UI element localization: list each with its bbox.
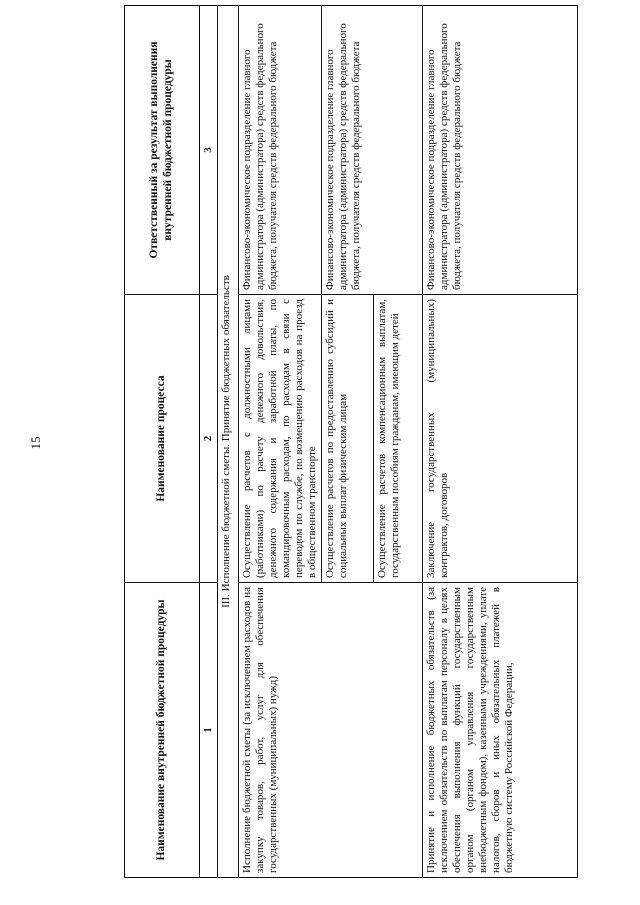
responsible-unit: Финансово-экономическое подразделение главного администратора (администратора) средств федерального бюджета, получателя средств федерального бюджета xyxy=(422,6,577,295)
rotated-page-content xyxy=(124,6,629,878)
procedure-name: Принятие и исполнение бюджетных обязательств (за исключением обязательств по выплатам персоналу в целях обеспечения выполнения функций государственным органом (органом управления государственным внебюджетным фондом), казенными учреждениями, уплате налогов, сборов и иных обязательных платежей в бюджетную систему Российской Федерации, xyxy=(422,583,577,878)
column-number: 2 xyxy=(200,295,218,583)
process-name: Осуществление расчетов компенсационным выплатам, государственным пособиям гражданам, имеющим детей xyxy=(373,295,422,583)
procedure-name: Исполнение бюджетной сметы (за исключением расходов на закупку товаров, работ, услуг для обеспечения государственных (муниципальных) нужд) xyxy=(239,583,423,878)
table-header-row xyxy=(125,6,200,878)
process-name: Заключение государственных (муниципальных) контрактов, договоров xyxy=(422,295,577,583)
header-responsible: Ответственный за результат выполнения внутренней бюджетной процедуры xyxy=(125,6,200,295)
budget-procedures-table xyxy=(124,5,578,878)
process-name: Осуществление расчетов с должностными лицами (работниками) по расчету денежного довольствия, денежного содержания и заработной платы, по командировочным расходам, по расходам в связи с переводом по службе, по возмещению расходов на проезд в общественном транспорте xyxy=(239,295,322,583)
column-number: 1 xyxy=(200,583,218,878)
table-row xyxy=(239,6,322,878)
table-row xyxy=(422,6,577,878)
responsible-unit: Финансово-экономическое подразделение главного администратора (администратора) средств федерального бюджета, получателя средств федерального бюджета xyxy=(239,6,322,295)
responsible-unit: Финансово-экономическое подразделение главного администратора (администратора) средств федерального бюджета, получателя средств федерального бюджета xyxy=(321,6,422,295)
section-title-row xyxy=(218,6,239,878)
section-title: III. Исполнение бюджетной сметы. Принятие бюджетных обязательств xyxy=(218,6,239,878)
column-number: 3 xyxy=(200,6,218,295)
header-process-name: Наименование процесса xyxy=(125,295,200,583)
page-number: 15 xyxy=(28,436,43,450)
header-procedure-name: Наименование внутренней бюджетной процедуры xyxy=(125,583,200,878)
column-number-row xyxy=(200,6,218,878)
process-name: Осуществление расчетов по предоставлению субсидий и социальных выплат физическим лицам xyxy=(321,295,373,583)
